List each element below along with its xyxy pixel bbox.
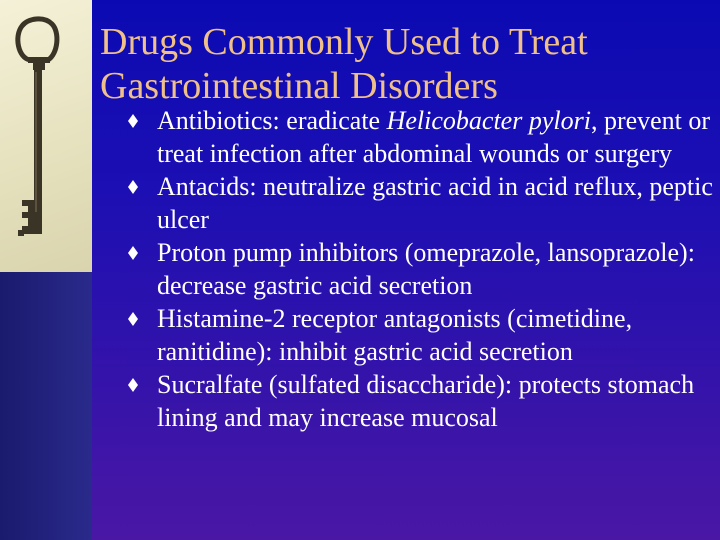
bullet-item bbox=[128, 302, 713, 368]
bullet-text-part: , prevent or treat infection after abdominal wounds or surgery bbox=[157, 106, 711, 168]
bullet-text: Antacids: neutralize gastric acid in acid reflux, peptic ulcer bbox=[157, 172, 713, 234]
bullet-text: Sucralfate (sulfated disaccharide): protects stomach lining and may increase mucosal bbox=[157, 370, 695, 432]
bullet-text-part: Antibiotics: eradicate bbox=[157, 106, 387, 135]
slide-title bbox=[100, 20, 710, 108]
diamond-bullet-icon bbox=[128, 246, 138, 260]
title-line-2: Gastrointestinal Disorders bbox=[100, 65, 498, 107]
organism-name: Helicobacter pylori bbox=[386, 106, 591, 135]
key-image-panel bbox=[0, 0, 92, 272]
bullet-text: Proton pump inhibitors (omeprazole, lansoprazole): decrease gastric acid secretion bbox=[157, 238, 695, 300]
bullet-item bbox=[128, 236, 713, 302]
diamond-bullet-icon bbox=[128, 114, 138, 128]
diamond-bullet-icon bbox=[128, 312, 138, 326]
antique-key-icon bbox=[0, 0, 92, 272]
diamond-bullet-icon bbox=[128, 180, 138, 194]
bullet-text: Histamine-2 receptor antagonists (cimetidine, ranitidine): inhibit gastric acid secretion bbox=[157, 304, 633, 366]
bullet-item bbox=[128, 170, 713, 236]
title-line-1: Drugs Commonly Used to Treat bbox=[100, 21, 588, 63]
bullet-list bbox=[128, 104, 713, 434]
bullet-item bbox=[128, 368, 713, 434]
bullet-item bbox=[128, 104, 713, 170]
bullet-text bbox=[157, 106, 710, 168]
diamond-bullet-icon bbox=[128, 378, 138, 392]
